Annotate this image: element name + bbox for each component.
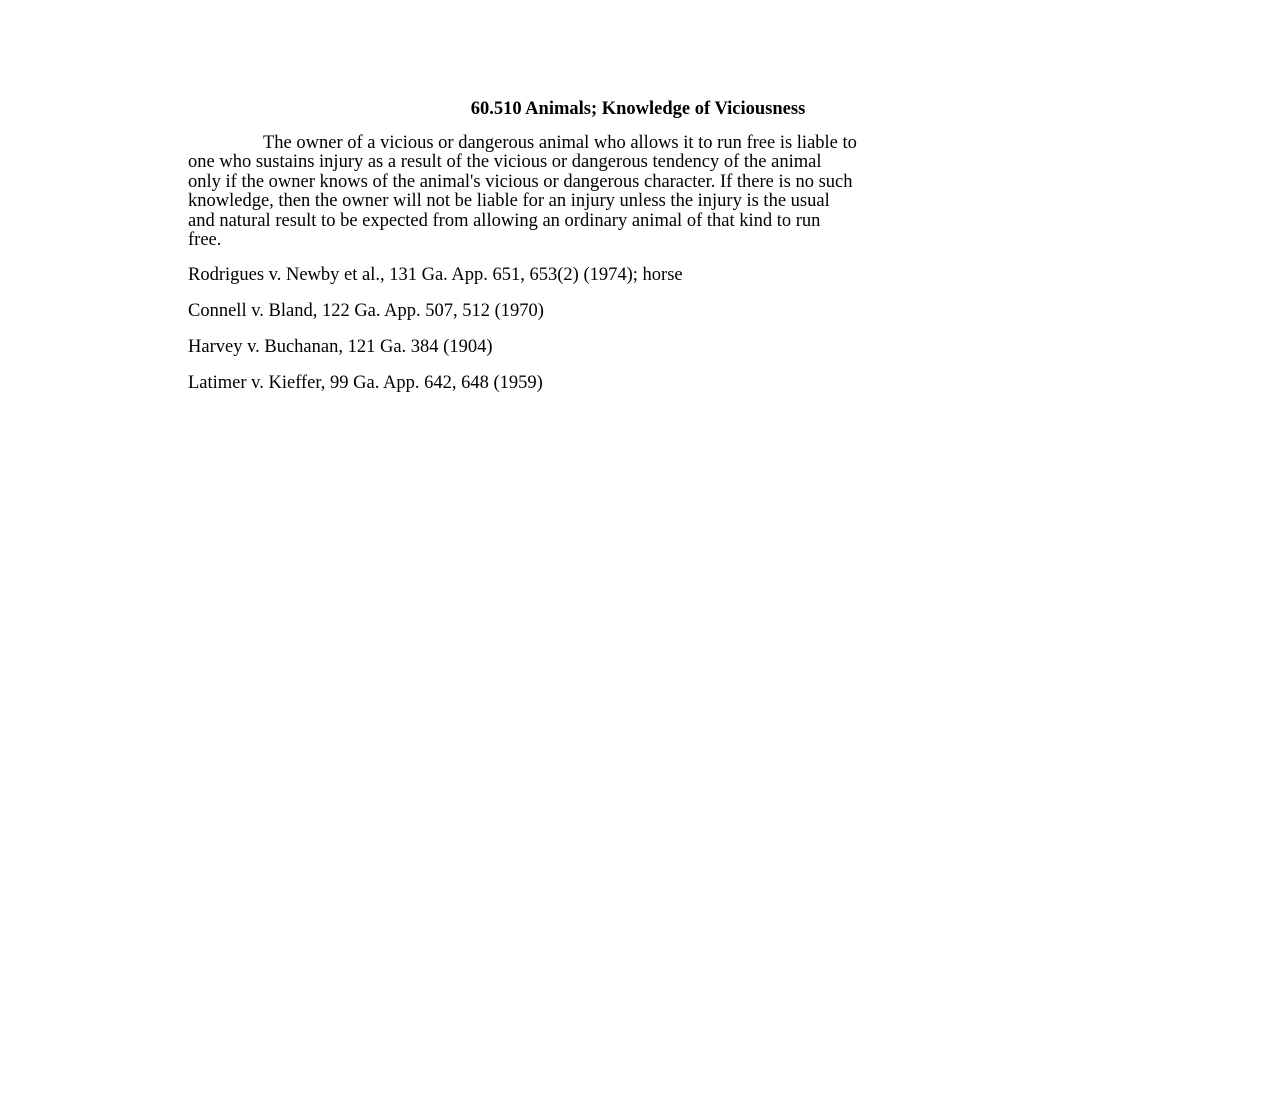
- document-body: [188, 98, 1088, 410]
- citation-item: Connell v. Bland, 122 Ga. App. 507, 512 (1970): [188, 301, 544, 322]
- section-title: 60.510 Animals; Knowledge of Viciousness: [470, 99, 806, 119]
- citation-item: Harvey v. Buchanan, 121 Ga. 384 (1904): [188, 337, 493, 358]
- citation-list: [188, 266, 1088, 393]
- rule-paragraph: The owner of a vicious or dangerous animal who allows it to run free is liable to one who sustains injury as a result of the vicious or dangerous tendency of the animal only if the owner knows of the animal's vicious or dangerous character. If there is no such knowledge, then the owner will not be liable for an injury unless the injury is the usual and natural result to be expected from allowing an ordinary animal of that kind to run free.: [188, 133, 857, 251]
- citation-item: Rodrigues v. Newby et al., 131 Ga. App. 651, 653(2) (1974); horse: [188, 265, 683, 286]
- citation-item: Latimer v. Kieffer, 99 Ga. App. 642, 648 (1959): [188, 373, 543, 394]
